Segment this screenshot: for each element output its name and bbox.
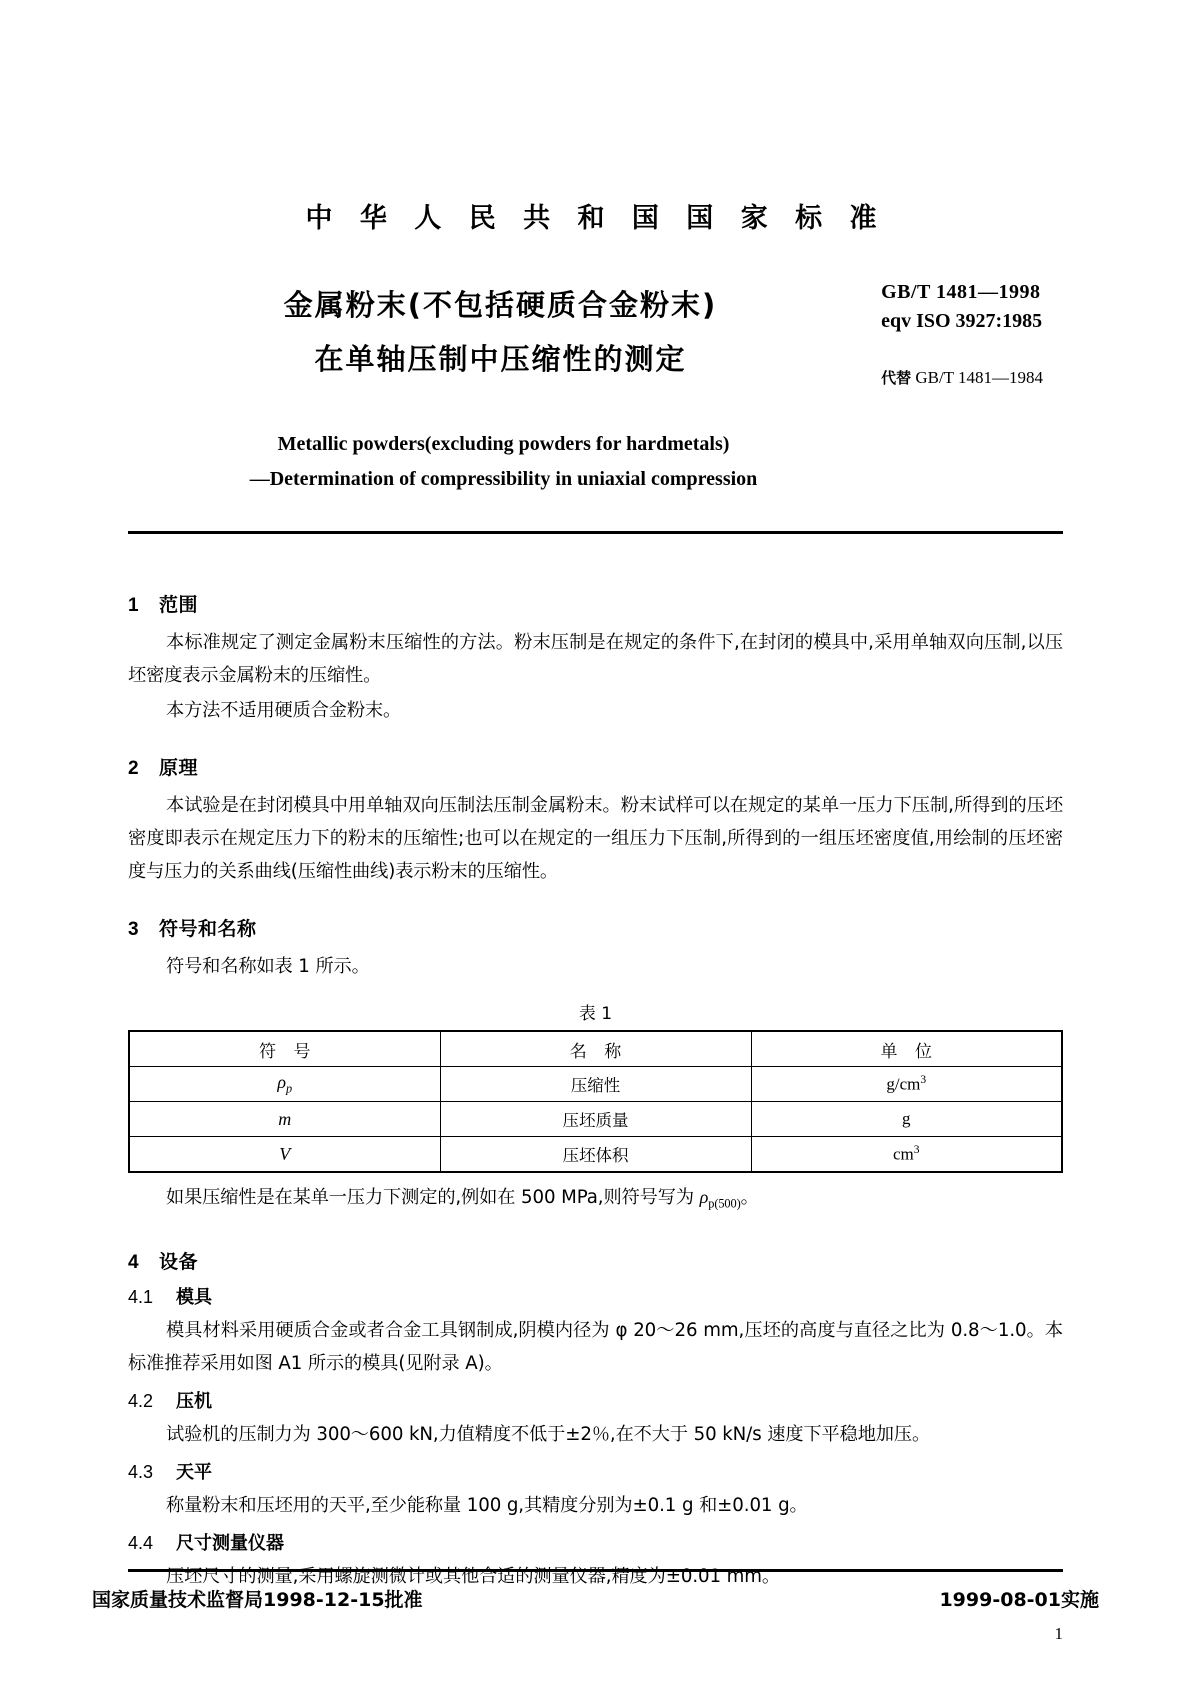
table-cell-name: 压坯质量 bbox=[440, 1102, 751, 1137]
section-heading-4 bbox=[128, 1247, 1063, 1274]
section-title-3: 符号和名称 bbox=[159, 918, 257, 940]
table-row bbox=[129, 1137, 1062, 1173]
standard-number: GB/T 1481—1998 bbox=[881, 281, 1041, 303]
replaces-number: GB/T 1481—1984 bbox=[915, 368, 1043, 387]
section-3-paragraph-1: 符号和名称如表 1 所示。 bbox=[166, 956, 370, 977]
subsection-title-4-4: 尺寸测量仪器 bbox=[176, 1532, 284, 1554]
table-header-symbol: 符 号 bbox=[129, 1031, 440, 1067]
subsection-title-4-3: 天平 bbox=[176, 1461, 212, 1483]
section-3-note: 如果压缩性是在某单一压力下测定的,例如在 500 MPa,则符号写为 $\rho_{p(500)}$。 bbox=[166, 1187, 759, 1211]
section-heading-1 bbox=[128, 590, 1063, 617]
table-cell-symbol: $\rho_p$ bbox=[129, 1067, 440, 1102]
page-footer bbox=[92, 1585, 1099, 1612]
table-1-caption: 表 1 bbox=[578, 1004, 613, 1024]
table-cell-name: 压缩性 bbox=[440, 1067, 751, 1102]
table-cell-unit: g bbox=[751, 1102, 1062, 1137]
section-number-1: 1 bbox=[128, 595, 140, 616]
subsection-heading-4-2 bbox=[128, 1387, 1063, 1413]
page-number: 1 bbox=[1054, 1624, 1063, 1643]
document-body bbox=[128, 534, 1063, 1593]
table-header-name: 名 称 bbox=[440, 1031, 751, 1067]
subsection-4-1-paragraph: 模具材料采用硬质合金或者合金工具钢制成,阴模内径为 φ 20～26 mm,压坯的高度与直径之比为 0.8～1.0。本标准推荐采用如图 A1 所示的模具(见附录 A)。 bbox=[128, 1319, 1063, 1374]
subsection-4-3-paragraph: 称量粉末和压坯用的天平,至少能称量 100 g,其精度分别为±0.1 g 和±0.01 g。 bbox=[166, 1494, 808, 1516]
section-title-1: 范围 bbox=[159, 594, 199, 616]
section-number-2: 2 bbox=[128, 758, 140, 779]
chinese-title-line-1: 金属粉末(不包括硬质合金粉末) bbox=[283, 288, 718, 322]
subsection-title-4-1: 模具 bbox=[176, 1286, 212, 1308]
table-row bbox=[129, 1102, 1062, 1137]
subsection-heading-4-1 bbox=[128, 1283, 1063, 1309]
subsection-title-4-2: 压机 bbox=[176, 1390, 212, 1412]
replaces-standard bbox=[881, 367, 1043, 388]
table-row bbox=[129, 1067, 1062, 1102]
subsection-4-2-paragraph: 试验机的压制力为 300～600 kN,力值精度不低于±2％,在不大于 50 kN/s 速度下平稳地加压。 bbox=[166, 1423, 931, 1445]
english-title-line-2: —Determination of compressibility in uniaxial compression bbox=[249, 468, 758, 490]
subsection-heading-4-3 bbox=[128, 1458, 1063, 1484]
subsection-heading-4-4 bbox=[128, 1529, 1063, 1555]
footer-divider bbox=[128, 1569, 1063, 1572]
chinese-title-line-2: 在单轴压制中压缩性的测定 bbox=[314, 342, 687, 376]
table-cell-symbol: m bbox=[129, 1102, 440, 1137]
footer-effective-text: 1999-08-01实施 bbox=[939, 1589, 1099, 1611]
table-cell-unit: $g/cm^3$ bbox=[751, 1067, 1062, 1102]
table-cell-unit: $cm^3$ bbox=[751, 1137, 1062, 1173]
section-heading-3 bbox=[128, 914, 1063, 941]
section-number-4: 4 bbox=[128, 1251, 140, 1273]
english-title bbox=[0, 433, 1191, 491]
table-cell-symbol: V bbox=[129, 1137, 440, 1173]
title-block bbox=[0, 281, 1191, 431]
section-title-4: 设备 bbox=[159, 1250, 199, 1273]
footer-approval-text: 国家质量技术监督局1998-12-15批准 bbox=[92, 1589, 423, 1611]
section-2-paragraph-1: 本试验是在封闭模具中用单轴双向压制法压制金属粉末。粉末试样可以在规定的某单一压力下压制,所得到的压坯密度即表示在规定压力下的粉末的压缩性;也可以在规定的一组压力下压制,所得到的一组压坯密度值,用绘制的压坯密度与压力的关系曲线(压缩性曲线)表示粉末的压缩性。 bbox=[128, 795, 1063, 882]
equivalent-iso-number: eqv ISO 3927:1985 bbox=[881, 310, 1043, 332]
section-title-2: 原理 bbox=[159, 757, 199, 779]
table-header-row bbox=[129, 1031, 1062, 1067]
subsection-number-4-1: 4.1 bbox=[128, 1286, 154, 1307]
table-header-unit: 单 位 bbox=[751, 1031, 1062, 1067]
english-title-line-1: Metallic powders(excluding powders for hardmetals) bbox=[277, 433, 730, 455]
replaces-label: 代替 bbox=[881, 369, 912, 387]
standard-number-block bbox=[881, 281, 1043, 388]
symbols-table bbox=[128, 1030, 1063, 1173]
national-standard-masthead: 中 华 人 民 共 和 国 国 家 标 准 bbox=[305, 203, 886, 234]
section-1-paragraph-1: 本标准规定了测定金属粉末压缩性的方法。粉末压制是在规定的条件下,在封闭的模具中,采用单轴双向压制,以压坯密度表示金属粉末的压缩性。 bbox=[128, 632, 1063, 686]
subsection-number-4-2: 4.2 bbox=[128, 1390, 154, 1411]
subsection-number-4-3: 4.3 bbox=[128, 1461, 154, 1482]
table-cell-name: 压坯体积 bbox=[440, 1137, 751, 1173]
subsection-number-4-4: 4.4 bbox=[128, 1532, 154, 1553]
section-1-paragraph-2: 本方法不适用硬质合金粉末。 bbox=[166, 700, 402, 721]
section-number-3: 3 bbox=[128, 919, 140, 940]
section-heading-2 bbox=[128, 753, 1063, 780]
subsection-4-4-paragraph: 压坯尺寸的测量,采用螺旋测微计或其他合适的测量仪器,精度为±0.01 mm。 bbox=[166, 1565, 780, 1587]
